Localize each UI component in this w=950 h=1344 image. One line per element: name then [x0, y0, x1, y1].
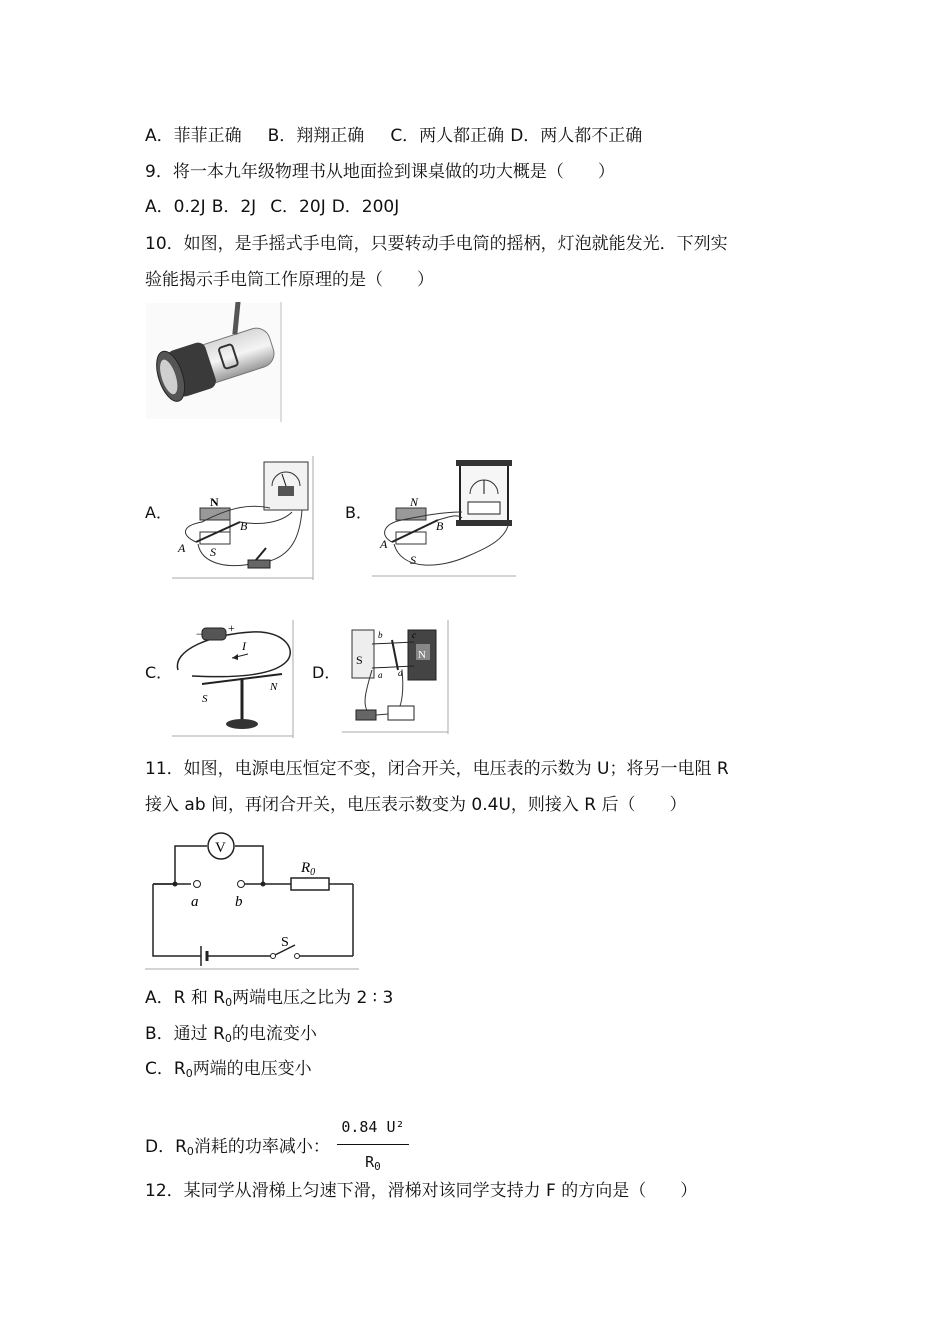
- battery-plus-c: +: [228, 621, 235, 635]
- power-fraction-denominator: $R_0$: [365, 1153, 381, 1173]
- switch-contact-right: [295, 954, 300, 959]
- magnet-top-a: [200, 508, 230, 520]
- current-label-c: I: [242, 639, 246, 653]
- pole-n-d: N: [418, 649, 426, 661]
- point-b-a: B: [240, 519, 248, 533]
- q10-label-a: A．: [145, 503, 172, 522]
- power-fraction-numerator: 0.84 U²: [337, 1112, 408, 1145]
- switch-d: [356, 710, 376, 720]
- switch-label: S: [281, 935, 289, 950]
- voltmeter-label: V: [215, 840, 226, 856]
- q11-circuit-diagram: [145, 826, 361, 972]
- pole-s-a: S: [210, 545, 216, 559]
- figure-d-magnet-rails: [342, 620, 452, 734]
- q10-label-b: B．: [345, 503, 372, 522]
- pole-s-d: S: [356, 653, 363, 667]
- q11-stem-line2: 接入 ab 间，再闭合开关，电压表示数变为 0.4U，则接入 R 后（ ）: [145, 795, 687, 815]
- resistor-r0: [291, 878, 329, 890]
- q8-options: [145, 125, 642, 147]
- q8-option-d: D．两人都不正确: [510, 126, 643, 146]
- switch-contact-left: [271, 954, 276, 959]
- q11-option-c: C．$R_0$两端的电压变小: [145, 1059, 312, 1080]
- rail-a-d: a: [378, 670, 383, 680]
- pole-n-a: N: [210, 495, 219, 509]
- q12-stem: 12．某同学从滑梯上匀速下滑，滑梯对该同学支持力 F 的方向是（ ）: [145, 1181, 698, 1201]
- figure-c-current-wire: [172, 620, 296, 738]
- q9-option-b: B．2J: [211, 197, 257, 217]
- terminal-a-label: a: [191, 894, 199, 910]
- q8-option-a: A．菲菲正确: [145, 126, 242, 146]
- rail-b-d: b: [378, 630, 383, 640]
- q8-option-b: B．翔翔正确: [267, 126, 365, 146]
- terminal-b-label: b: [235, 894, 243, 910]
- q9-options: [145, 196, 399, 218]
- flashlight-figure: [145, 302, 283, 422]
- pole-n-b: N: [410, 495, 419, 509]
- q9-option-c: C．20J: [270, 197, 326, 217]
- figure-a-galvanometer-circuit: [172, 456, 316, 580]
- point-a-a: A: [178, 541, 186, 555]
- q11-option-d: D．$R_0$消耗的功率减小： $\frac{\text{0.84 U²}}{R_0}$: [145, 1112, 409, 1182]
- resistor-r0-label: $R_0$: [301, 860, 316, 878]
- power-fraction: [337, 1112, 408, 1182]
- q9-stem: 9．将一本九年级物理书从地面捡到课桌做的功大概是（ ）: [145, 162, 615, 182]
- rail-d-d: d: [398, 668, 403, 678]
- battery-d: [388, 706, 414, 720]
- pole-n-c: N: [270, 681, 278, 693]
- point-a-b: A: [380, 537, 388, 551]
- q11-stem-line1: 11．如图，电源电压恒定不变，闭合开关，电压表的示数为 U；将另一电阻 R: [145, 759, 729, 779]
- battery-c: [202, 628, 226, 640]
- point-b-b: B: [436, 519, 444, 533]
- q11-option-b: B．通过 $R_0$的电流变小: [145, 1024, 317, 1045]
- figure-b-galvanometer-circuit: [372, 456, 516, 580]
- pole-s-c: S: [202, 693, 208, 705]
- q10-label-c: C．: [145, 663, 173, 682]
- q10-stem-line2: 验能揭示手电筒工作原理的是（ ）: [145, 270, 434, 290]
- q9-option-a: A．0.2J: [145, 197, 206, 217]
- q10-stem-line1: 10．如图，是手摇式手电筒，只要转动手电筒的摇柄，灯泡就能发光．下列实: [145, 234, 728, 254]
- switch-a: [248, 560, 270, 568]
- terminal-b: [238, 881, 245, 888]
- rail-c-d: c: [412, 630, 416, 640]
- battery-minus-c: −: [196, 627, 203, 641]
- q10-label-d: D．: [312, 663, 341, 682]
- pole-s-b: S: [410, 553, 416, 567]
- q8-option-c: C．两人都正确: [390, 126, 505, 146]
- q11-option-a: A．R 和 $R_0$两端电压之比为 2 ∶ 3: [145, 988, 394, 1009]
- terminal-a: [194, 881, 201, 888]
- q9-option-d: D．200J: [331, 197, 400, 217]
